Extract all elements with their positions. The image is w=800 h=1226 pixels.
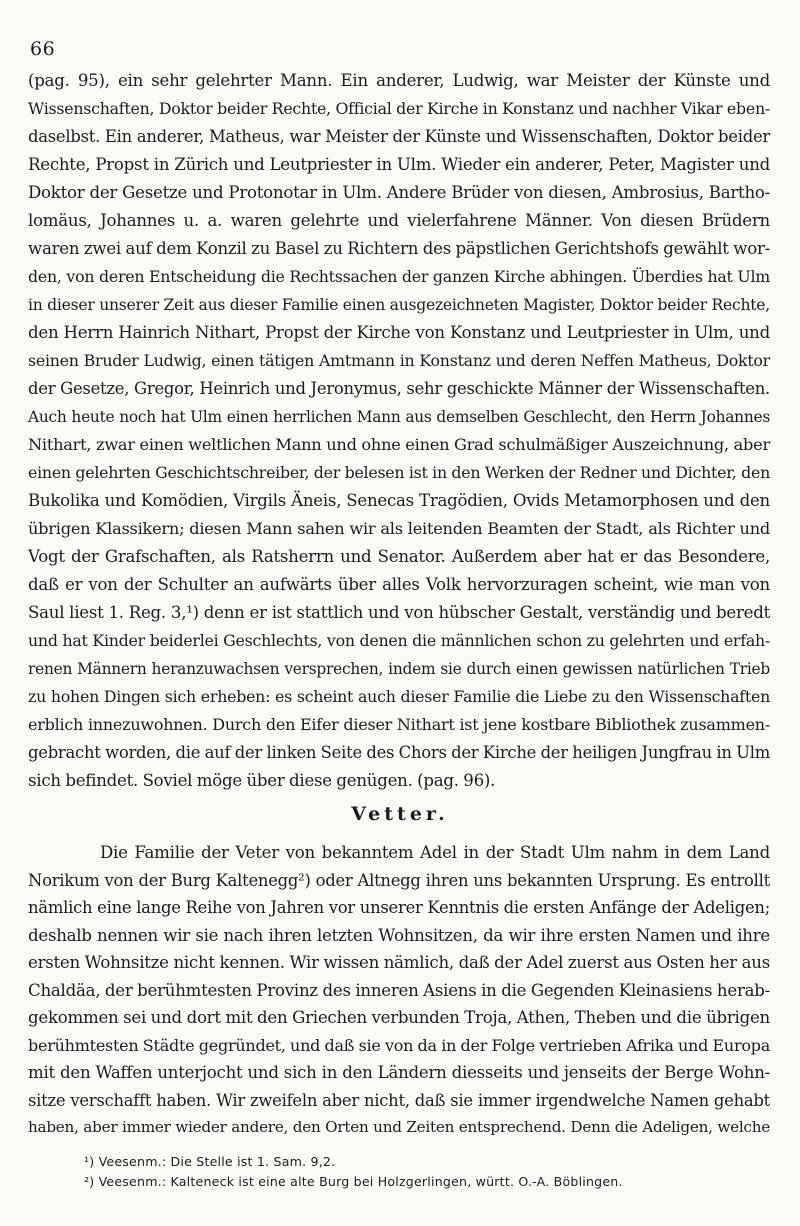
- text-line: deshalb nennen wir sie nach ihren letzten Wohnsitzen, da wir ihre ersten Namen und ihre: [28, 925, 770, 945]
- text-line: waren zwei auf dem Konzil zu Basel zu Richtern des päpstlichen Gerichtshofs gewählt wor-: [28, 239, 770, 258]
- text-line: übrigen Klassikern; diesen Mann sahen wir als leitenden Beamten der Stadt, als Richter und: [28, 519, 770, 538]
- footnote-2: ²) Veesenm.: Kalteneck ist eine alte Burg bei Holzgerlingen, württ. O.-A. Böblingen.: [84, 1174, 623, 1189]
- text-line: erblich innezuwohnen. Durch den Eifer dieser Nithart ist jene kostbare Bibliothek zusammen-: [28, 715, 770, 734]
- text-line: mit den Waffen unterjocht und sich in den Ländern diesseits und jenseits der Berge Wohn-: [28, 1063, 770, 1082]
- text-line: Saul liest 1. Reg. 3,¹) denn er ist stattlich und von hübscher Gestalt, verständig und beredt: [28, 603, 770, 622]
- text-line: gebracht worden, die auf der linken Seite des Chors der Kirche der heiligen Jungfrau in Ulm: [28, 743, 770, 762]
- footnotes: [84, 1152, 774, 1192]
- text-line: Auch heute noch hat Ulm einen herrlichen Mann aus demselben Geschlecht, den Herrn Johannes: [28, 408, 770, 426]
- page-number: 66: [30, 38, 56, 60]
- text-line: sitze verschafft haben. Wir zweifeln aber nicht, daß sie immer irgendwelche Namen gehabt: [28, 1090, 770, 1110]
- text-line: Norikum von der Burg Kaltenegg²) oder Altnegg ihren uns bekannten Ursprung. Es entrollt: [28, 870, 770, 890]
- text-line: haben, aber immer wieder andere, den Orten und Zeiten entsprechend. Denn die Adeligen, welche: [28, 1118, 770, 1136]
- text-line: gekommen sei und dort mit den Griechen verbunden Troja, Athen, Theben und die übrigen: [28, 1008, 770, 1027]
- text-line: in dieser unserer Zeit aus dieser Familie einen ausgezeichneten Magister, Doktor beider Rechte,: [28, 296, 770, 314]
- text-line: den Herrn Hainrich Nithart, Propst der Kirche von Konstanz und Leutpriester in Ulm, und: [28, 323, 770, 342]
- text-line: Doktor der Gesetze und Protonotar in Ulm. Andere Brüder von diesen, Ambrosius, Bartho-: [28, 183, 770, 202]
- section-heading: Vetter.: [351, 803, 449, 825]
- text-line: berühmtesten Städte gegründet, und daß sie von da in der Folge vertrieben Afrika und Europa: [28, 1035, 770, 1055]
- text-line: den, von deren Entscheidung die Rechtssachen der ganzen Kirche abhingen. Überdies hat Ulm: [28, 267, 770, 286]
- text-line: Die Familie der Veter von bekanntem Adel in der Stadt Ulm nahm in dem Land: [100, 843, 770, 862]
- body-text-block-1: [28, 67, 770, 795]
- text-line: der Gesetze, Gregor, Heinrich und Jeronymus, sehr geschickte Männer der Wissenschaften.: [28, 379, 770, 398]
- text-line: Bukolika und Komödien, Virgils Äneis, Senecas Tragödien, Ovids Metamorphosen und den: [28, 491, 770, 510]
- text-line: nämlich eine lange Reihe von Jahren vor unserer Kenntnis die ersten Anfänge der Adeligen;: [28, 898, 770, 917]
- text-line: seinen Bruder Ludwig, einen tätigen Amtmann in Konstanz und deren Neffen Matheus, Doktor: [28, 351, 770, 370]
- text-line: Nithart, zwar einen weltlichen Mann und ohne einen Grad schulmäßiger Auszeichnung, aber: [28, 435, 770, 454]
- text-line: Rechte, Propst in Zürich und Leutpriester in Ulm. Wieder ein anderer, Peter, Magister und: [28, 155, 770, 174]
- text-line: (pag. 95), ein sehr gelehrter Mann. Ein anderer, Ludwig, war Meister der Künste und: [28, 71, 770, 90]
- text-line: lomäus, Johannes u. a. waren gelehrte und vielerfahrene Männer. Von diesen Brüdern: [28, 211, 770, 230]
- text-line: daß er von der Schulter an aufwärts über alles Volk hervorzuragen scheint, wie man von: [28, 575, 770, 594]
- footnote-1: ¹) Veesenm.: Die Stelle ist 1. Sam. 9,2.: [84, 1154, 336, 1169]
- body-text-block-2: [28, 839, 770, 1142]
- text-line: Wissenschaften, Doktor beider Rechte, Official der Kirche in Konstanz und nachher Vikar eben-: [28, 99, 770, 118]
- text-line: einen gelehrten Geschichtschreiber, der belesen ist in den Werken der Redner und Dichter, den: [28, 463, 770, 482]
- text-line: renen Männern heranzuwachsen versprechen, indem sie durch einen gewissen natürlichen Trieb: [28, 660, 770, 678]
- text-line: Chaldäa, der berühmtesten Provinz des inneren Asiens in die Gegenden Kleinasiens herab-: [28, 980, 770, 1000]
- text-line: ersten Wohnsitze nicht kennen. Wir wissen nämlich, daß der Adel zuerst aus Osten her aus: [28, 953, 770, 972]
- text-line: zu hohen Dingen sich erheben: es scheint auch dieser Familie die Liebe zu den Wissenschaften: [28, 687, 770, 706]
- text-line: und hat Kinder beiderlei Geschlechts, von denen die männlichen schon zu gelehrten und erfah-: [28, 631, 770, 650]
- text-line: daselbst. Ein anderer, Matheus, war Meister der Künste und Wissenschaften, Doktor beider: [28, 127, 770, 146]
- text-line: Vogt der Grafschaften, als Ratsherrn und Senator. Außerdem aber hat er das Besondere,: [28, 547, 770, 566]
- text-line: sich befindet. Soviel möge über diese genügen. (pag. 96).: [28, 771, 496, 790]
